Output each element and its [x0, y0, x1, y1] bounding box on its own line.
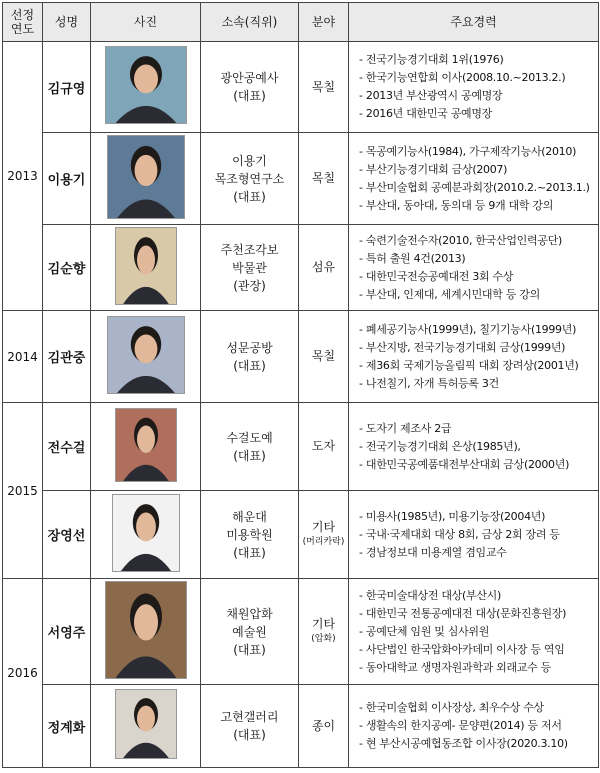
photo-cell: [91, 579, 201, 685]
person-name: 김관중: [43, 311, 91, 403]
affiliation-line: (대표): [233, 89, 266, 103]
affiliation-cell: [201, 42, 299, 133]
header-row: [3, 3, 599, 42]
career-item: - 국내·국제대회 대상 8회, 금상 2회 장려 등: [359, 526, 598, 544]
portrait-photo: [107, 135, 185, 219]
table-row: [3, 491, 599, 579]
affiliation-line: 채원압화: [226, 606, 273, 621]
photo-cell: [91, 403, 201, 491]
header-field: 분야: [299, 3, 349, 42]
affiliation-cell: [201, 311, 299, 403]
affiliation-cell: [201, 133, 299, 225]
portrait-photo: [115, 689, 177, 759]
career-item: - 전국기능경기대회 1위(1976): [359, 51, 598, 69]
career-cell: [349, 133, 599, 225]
table-row: [3, 579, 599, 685]
year-cell: 2015: [3, 403, 43, 579]
header-affiliation: 소속(직위): [201, 3, 299, 42]
affiliation-line: 광안공예사: [220, 71, 279, 85]
affiliation-cell: [201, 403, 299, 491]
affiliation-line: 미용학원: [226, 527, 273, 542]
table-row: [3, 225, 599, 311]
field-label: 목칠: [311, 79, 336, 94]
field-label: 기타: [311, 519, 336, 534]
field-label: 기타: [311, 616, 336, 631]
affiliation-line: 박물관: [232, 260, 267, 275]
affiliation-line: (대표): [233, 728, 266, 742]
person-name: 전수걸: [43, 403, 91, 491]
career-item: - 미용사(1985년), 미용기능장(2004년): [359, 508, 598, 526]
year-cell: 2016: [3, 579, 43, 768]
affiliation-line: 주천조각보: [220, 242, 279, 257]
field-label: 도자: [311, 439, 336, 453]
career-item: - 한국기능연합회 이사(2008.10.~2013.2.): [359, 69, 598, 87]
career-item: - 전국기능경기대회 은상(1985년),: [359, 438, 598, 456]
career-item: - 부산대, 동아대, 동의대 등 9개 대학 강의: [359, 197, 598, 215]
field-cell: [299, 403, 349, 491]
career-item: - 2016년 대한민국 공예명장: [359, 105, 598, 123]
career-cell: [349, 403, 599, 491]
field-cell: [299, 579, 349, 685]
career-cell: [349, 311, 599, 403]
career-item: - 부산미술협회 공예분과회장(2010.2.~2013.1.): [359, 179, 598, 197]
header-photo: 사진: [91, 3, 201, 42]
career-item: - 경남정보대 미용계열 겸임교수: [359, 544, 598, 562]
field-label: 섬유: [311, 260, 336, 274]
career-item: - 한국미술대상전 대상(부산시): [359, 587, 598, 605]
field-cell: [299, 685, 349, 768]
year-cell: 2014: [3, 311, 43, 403]
career-item: - 대한민국공예품대전부산대회 금상(2000년): [359, 456, 598, 474]
field-cell: [299, 491, 349, 579]
affiliation-line: 고현갤러리: [220, 710, 279, 724]
career-item: - 목공예기능사(1984), 가구제작기능사(2010): [359, 143, 598, 161]
master-craftsmen-table: [2, 2, 599, 768]
affiliation-line: (대표): [233, 189, 266, 204]
career-item: - 폐세공기능사(1999년), 칠기기능사(1999년): [359, 321, 598, 339]
career-item: - 한국미술협회 이사장상, 최우수상 수상: [359, 699, 598, 717]
photo-cell: [91, 491, 201, 579]
affiliation-line: 성문공방: [226, 340, 273, 355]
affiliation-cell: [201, 225, 299, 311]
affiliation-cell: [201, 685, 299, 768]
career-item: - 특허 출원 4건(2013): [359, 250, 598, 268]
affiliation-line: 해운대: [232, 509, 267, 524]
affiliation-line: (대표): [233, 545, 266, 560]
career-item: - 제36회 국제기능올림픽 대회 장려상(2001년): [359, 357, 598, 375]
header-career: 주요경력: [349, 3, 599, 42]
field-sublabel: (압화): [311, 633, 336, 644]
photo-cell: [91, 685, 201, 768]
person-name: 김규영: [43, 42, 91, 133]
header-year: 선정 연도: [3, 3, 43, 42]
photo-cell: [91, 225, 201, 311]
career-cell: [349, 685, 599, 768]
career-item: - 현 부산시공예협동조합 이사장(2020.3.10): [359, 735, 598, 753]
career-item: - 대한민국전승공예대전 3회 수상: [359, 268, 598, 286]
portrait-photo: [112, 494, 180, 572]
field-cell: [299, 225, 349, 311]
field-label: 종이: [311, 718, 336, 733]
career-item: - 부산대, 인제대, 세계시민대학 등 강의: [359, 286, 598, 304]
affiliation-line: (대표): [233, 358, 266, 373]
person-name: 김순향: [43, 225, 91, 311]
person-name: 서영주: [43, 579, 91, 685]
career-item: - 나전칠기, 자개 특허등록 3건: [359, 375, 598, 393]
career-item: - 공예단체 임원 및 심사위원: [359, 623, 598, 641]
affiliation-cell: [201, 491, 299, 579]
portrait-photo: [105, 46, 187, 124]
field-cell: [299, 42, 349, 133]
portrait-photo: [115, 408, 177, 482]
career-item: - 2013년 부산광역시 공예명장: [359, 87, 598, 105]
affiliation-line: (대표): [233, 642, 266, 657]
affiliation-line: 목조형연구소: [214, 171, 285, 186]
person-name: 장영선: [43, 491, 91, 579]
table-row: [3, 42, 599, 133]
field-label: 목칠: [311, 349, 336, 363]
field-cell: [299, 311, 349, 403]
header-name: 성명: [43, 3, 91, 42]
career-item: - 동아대학교 생명자원과학과 외래교수 등: [359, 659, 598, 677]
affiliation-cell: [201, 579, 299, 685]
field-sublabel: (머리카락): [302, 536, 345, 547]
career-cell: [349, 491, 599, 579]
career-item: - 도자기 제조사 2급: [359, 420, 598, 438]
portrait-photo: [105, 581, 187, 679]
person-name: 이용기: [43, 133, 91, 225]
career-item: - 부산지방, 전국기능경기대회 금상(1999년): [359, 339, 598, 357]
photo-cell: [91, 42, 201, 133]
photo-cell: [91, 133, 201, 225]
career-item: - 대한민국 전통공예대전 대상(문화진흥원장): [359, 605, 598, 623]
affiliation-line: 이용기: [232, 153, 267, 168]
career-item: - 생활속의 한지공예- 문양편(2014) 등 저서: [359, 717, 598, 735]
photo-cell: [91, 311, 201, 403]
field-label: 목칠: [311, 171, 336, 185]
career-item: - 숙련기술전수자(2010, 한국산업인력공단): [359, 232, 598, 250]
career-item: - 사단법인 한국압화아카데미 이사장 등 역임: [359, 641, 598, 659]
table-row: [3, 685, 599, 768]
year-cell: 2013: [3, 42, 43, 311]
portrait-photo: [115, 227, 177, 305]
person-name: 정계화: [43, 685, 91, 768]
table-row: [3, 403, 599, 491]
career-cell: [349, 579, 599, 685]
affiliation-line: 수걸도예: [226, 430, 273, 445]
career-cell: [349, 42, 599, 133]
portrait-photo: [107, 316, 185, 394]
affiliation-line: 예술원: [232, 624, 267, 639]
affiliation-line: (대표): [233, 448, 266, 463]
affiliation-line: (관장): [233, 278, 266, 293]
career-cell: [349, 225, 599, 311]
field-cell: [299, 133, 349, 225]
table-row: [3, 133, 599, 225]
career-item: - 부산기능경기대회 금상(2007): [359, 161, 598, 179]
table-row: [3, 311, 599, 403]
